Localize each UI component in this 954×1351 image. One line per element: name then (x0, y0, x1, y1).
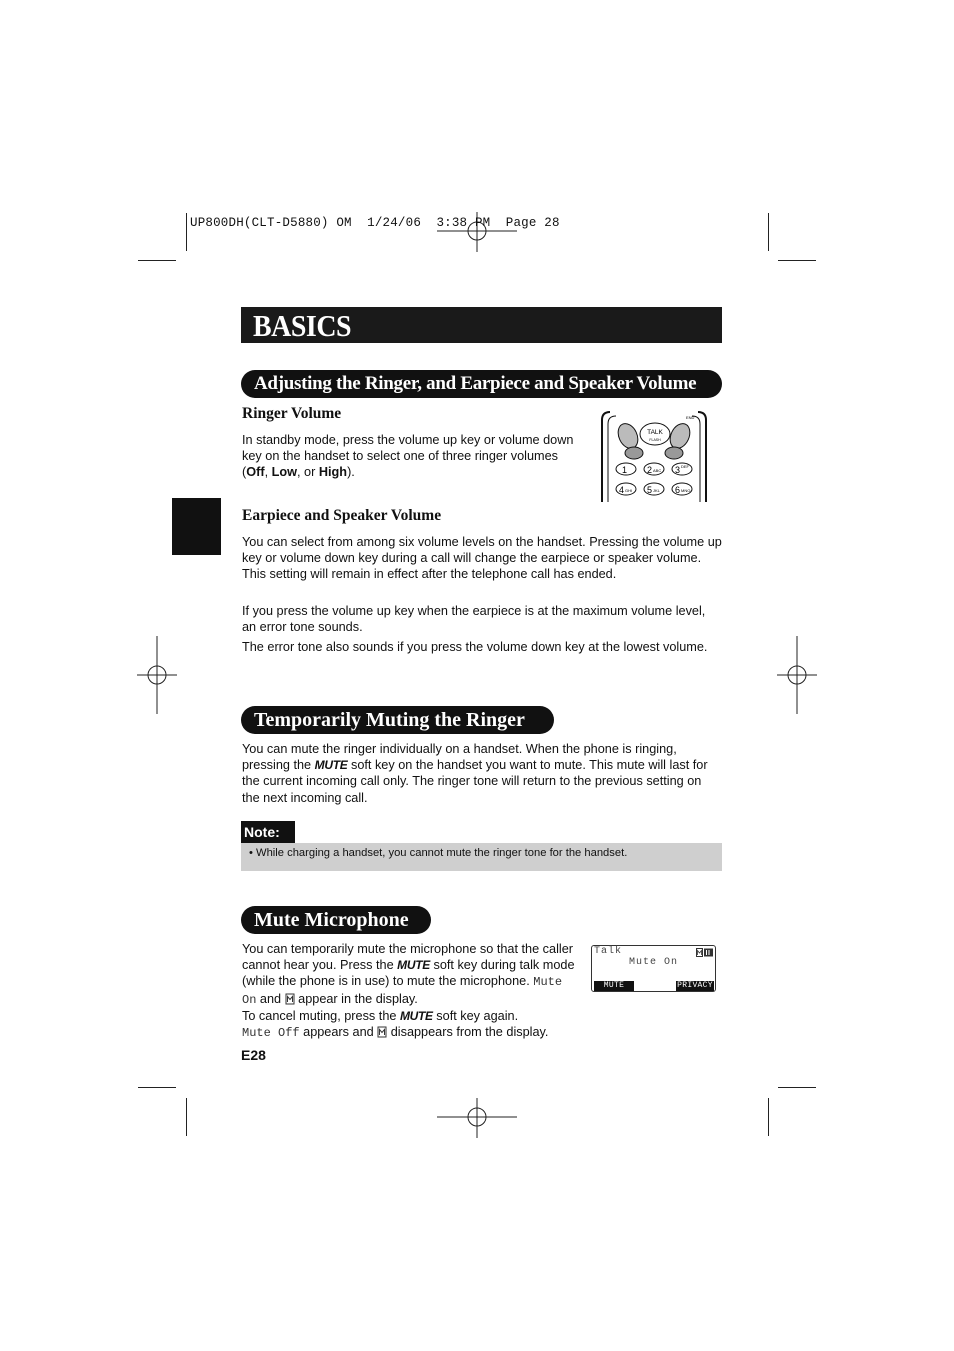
svg-text:TALK: TALK (647, 429, 663, 436)
crop-mark (138, 260, 176, 261)
lcd-line-2: Mute On (629, 957, 679, 968)
crop-mark (768, 1098, 769, 1136)
svg-text:6: 6 (675, 485, 681, 495)
svg-text:3: 3 (675, 465, 681, 475)
svg-text:END: END (686, 415, 695, 420)
chapter-thumb-tab (172, 498, 221, 555)
paragraph-earpiece-1: You can select from among six volume levels on the handset. Pressing the volume up key or volume down key during a call will change the earpiece or speaker volume. This setting will remain in effect after the telephone call has ended. (242, 535, 722, 582)
mute-icon (377, 1026, 387, 1038)
svg-text:2: 2 (647, 465, 653, 475)
section-title-adjusting-volume: Adjusting the Ringer, and Earpiece and Speaker Volume (241, 370, 722, 398)
svg-text:DEF: DEF (681, 464, 689, 469)
page-number: E28 (241, 1047, 266, 1063)
lcd-softkey-mute: MUTE (594, 981, 634, 991)
handset-keypad-illustration (598, 410, 710, 502)
handset-lcd-display (591, 945, 716, 992)
lcd-line-1: Talk (594, 946, 623, 957)
registration-mark-bottom (437, 1098, 517, 1140)
paragraph-muting-ringer: You can mute the ringer individually on a handset. When the phone is ringing, pressing the MUTE soft key on the handset you want to mute. This mute will last for the current incoming call only. The ringer tone will return to the previous setting on the next incoming call. (242, 742, 708, 805)
crop-mark (778, 260, 816, 261)
svg-text:4: 4 (619, 485, 625, 495)
paragraph-mute-microphone: You can temporarily mute the microphone so that the caller cannot hear you. Press the MUTE soft key during talk mode (while the phone is in use) to mute the microphone. Mute On and appear in the display. To cancel muting, press the MUTE soft key again. Mute Off appears and disappears from the display. (242, 942, 575, 1041)
registration-mark-right (777, 636, 817, 714)
note-box: • While charging a handset, you cannot mute the ringer tone for the handset. (241, 843, 722, 871)
svg-text:GHI: GHI (625, 488, 633, 493)
svg-text:FLASH: FLASH (649, 438, 661, 442)
svg-text:JKL: JKL (653, 488, 660, 493)
lcd-softkey-privacy: PRIVACY (677, 981, 713, 990)
battery-mute-indicator-icon (696, 948, 714, 958)
paragraph-earpiece-3: The error tone also sounds if you press the volume down key at the lowest volume. (242, 640, 708, 654)
svg-text:1: 1 (622, 465, 628, 475)
registration-mark-left (137, 636, 177, 714)
crop-mark (778, 1087, 816, 1088)
note-label: Note: (241, 821, 295, 843)
subheading-ringer-volume: Ringer Volume (242, 405, 342, 422)
chapter-title: BASICS (253, 308, 352, 343)
svg-text:ABC: ABC (653, 468, 662, 473)
crop-mark (138, 1087, 176, 1088)
crop-mark (186, 213, 187, 251)
paragraph-ringer-volume: In standby mode, press the volume up key or volume down key on the handset to select one of three ringer volumes (Off, Low, or High). (242, 433, 574, 480)
chapter-title-bar (241, 307, 722, 343)
mute-icon (285, 993, 295, 1005)
print-header: UP800DH(CLT-D5880) OM 1/24/06 3:38 PM Page 28 (190, 216, 560, 230)
crop-mark (768, 213, 769, 251)
section-title-mute-microphone: Mute Microphone (241, 906, 431, 934)
subheading-earpiece-speaker-volume: Earpiece and Speaker Volume (242, 507, 442, 524)
svg-text:5: 5 (647, 485, 653, 495)
svg-text:MNO: MNO (681, 488, 691, 493)
crop-mark (186, 1098, 187, 1136)
section-title-muting-ringer: Temporarily Muting the Ringer (241, 706, 554, 734)
paragraph-earpiece-2: If you press the volume up key when the earpiece is at the maximum volume level, an error tone sounds. (242, 604, 706, 635)
